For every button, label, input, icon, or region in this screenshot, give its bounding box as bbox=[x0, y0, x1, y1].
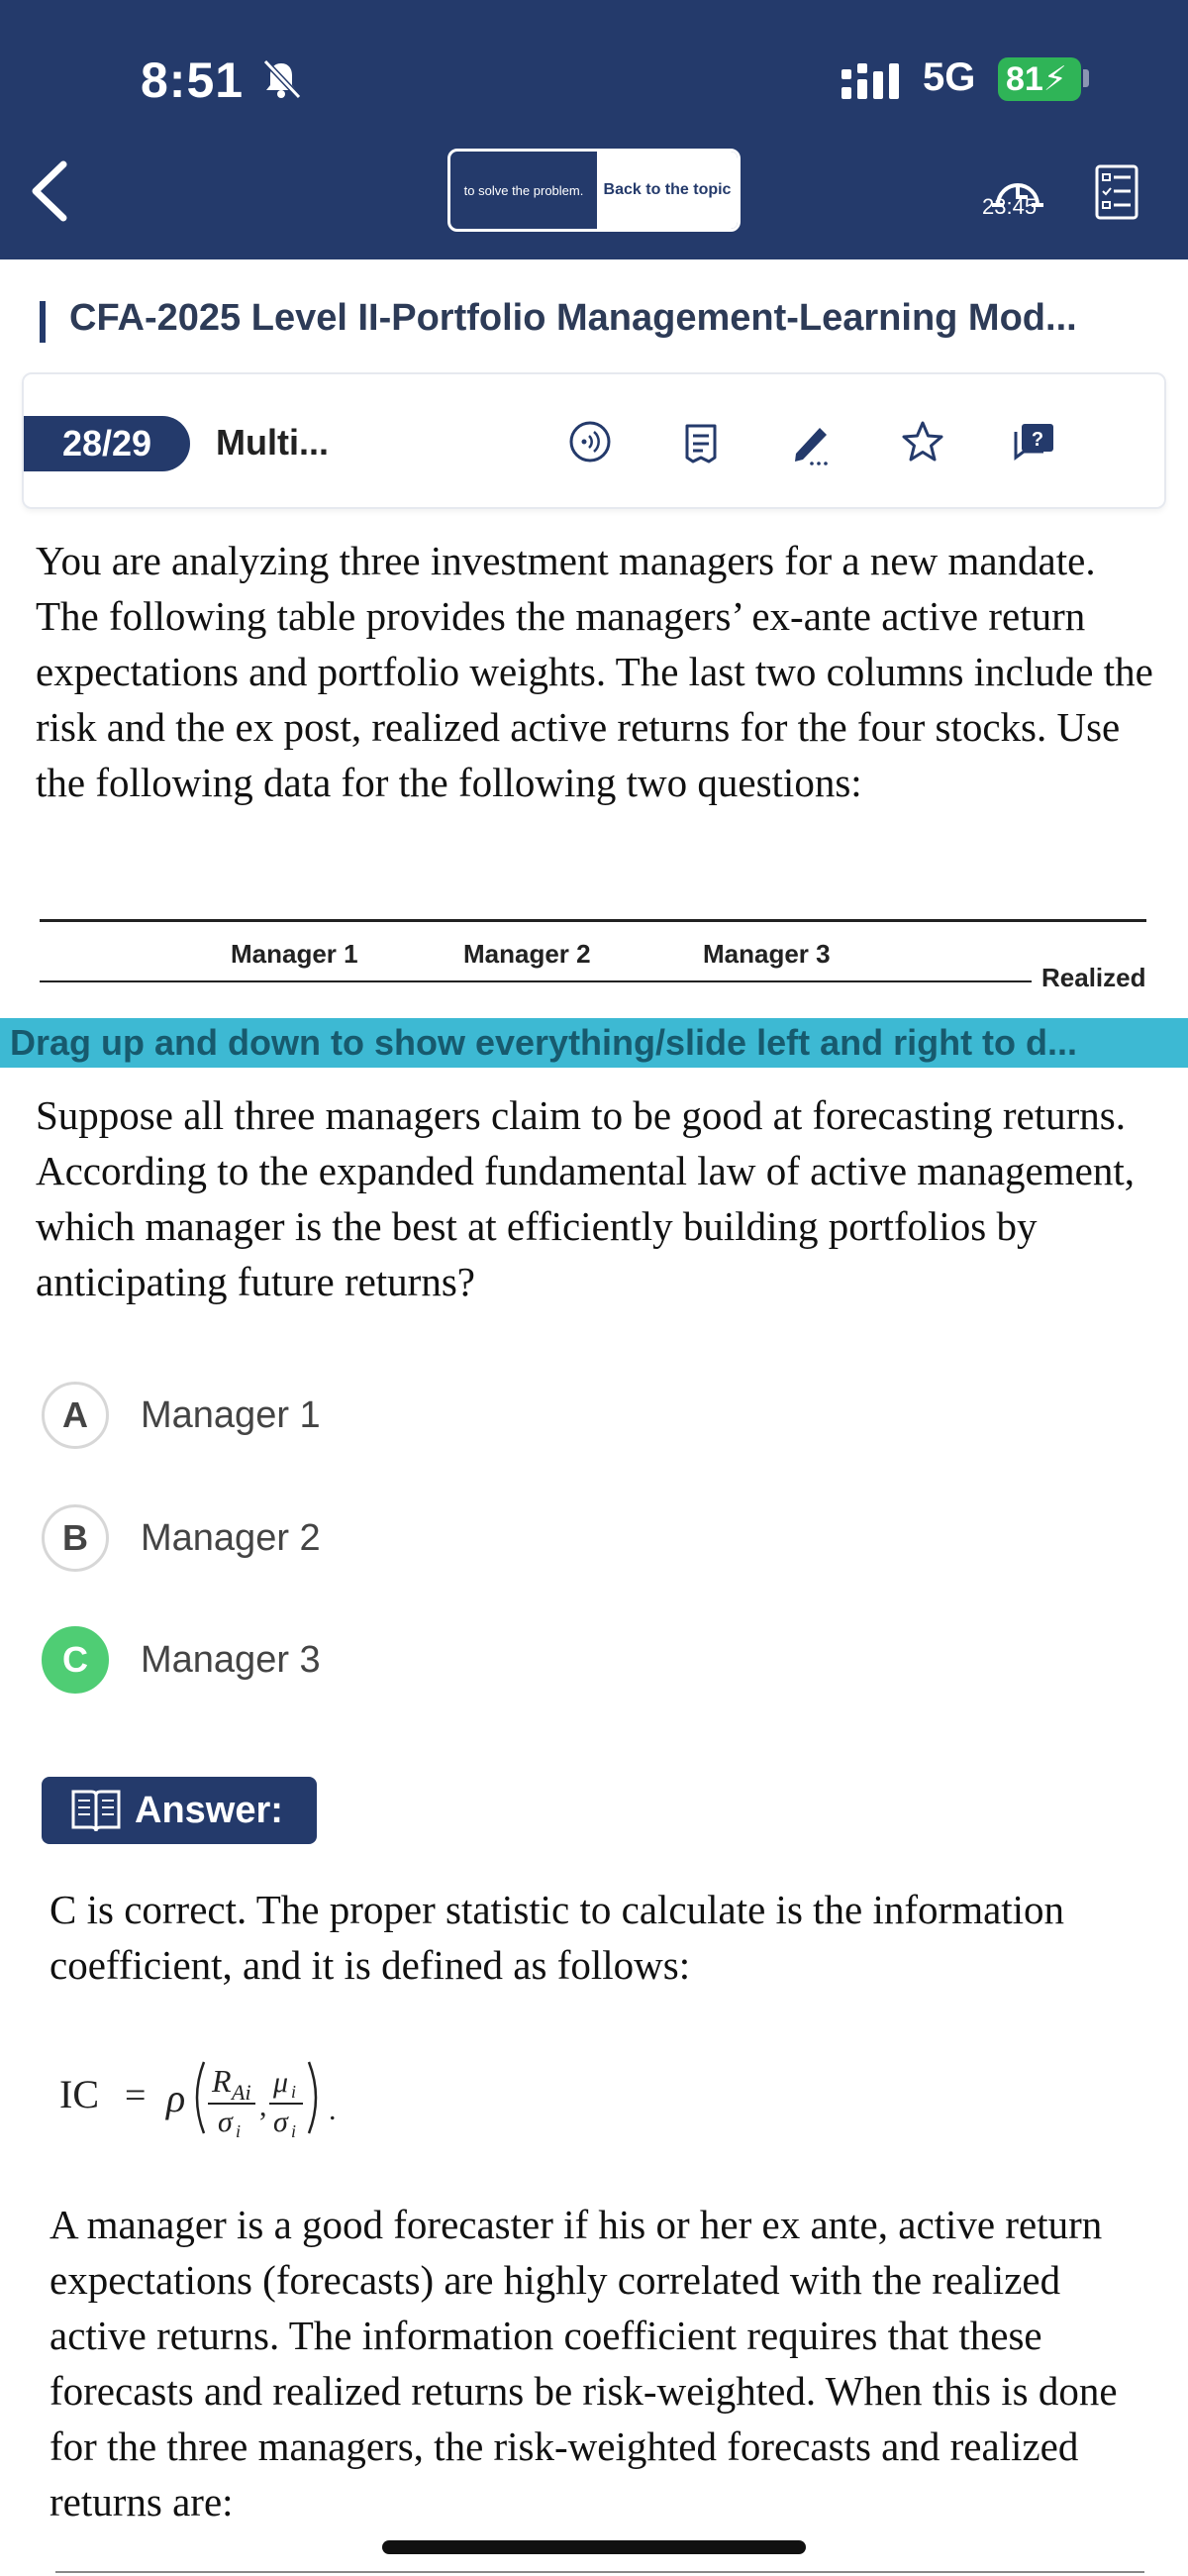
option-text: Manager 1 bbox=[141, 1393, 321, 1436]
svg-text:,: , bbox=[259, 2090, 267, 2122]
table-header-manager-2: Manager 2 bbox=[463, 939, 591, 969]
star-icon[interactable] bbox=[899, 418, 946, 465]
network-type: 5G bbox=[923, 55, 976, 99]
drag-hint-bar[interactable]: Drag up and down to show everything/slide left and right to d... bbox=[0, 1018, 1188, 1068]
title-accent-bar bbox=[40, 301, 46, 343]
svg-text:i: i bbox=[291, 2121, 297, 2141]
help-icon[interactable] bbox=[1010, 418, 1057, 465]
question-counter[interactable]: 28/29 bbox=[24, 416, 190, 471]
top-header bbox=[0, 0, 1188, 259]
signal-icon bbox=[842, 61, 907, 101]
option-letter-correct: C bbox=[42, 1626, 109, 1694]
question-prompt: Suppose all three managers claim to be good at forecasting returns. According to the expanded fundamental law of active management, which manager is the best at efficiently building portfolios by anticipating future returns? bbox=[36, 1092, 1135, 1304]
mute-bell-icon bbox=[259, 57, 303, 101]
timer-value: 23:45 bbox=[982, 194, 1038, 219]
answer-label: Answer: bbox=[135, 1789, 283, 1831]
svg-text:.: . bbox=[329, 2094, 337, 2126]
audio-icon[interactable] bbox=[566, 418, 614, 465]
option-letter: B bbox=[42, 1504, 109, 1572]
svg-text:R: R bbox=[212, 2063, 232, 2099]
option-b[interactable] bbox=[42, 1503, 636, 1573]
svg-text:=: = bbox=[125, 2075, 147, 2116]
table-top-rule bbox=[40, 919, 1146, 922]
table-top-rule-partial bbox=[55, 2571, 1144, 2573]
explanation-intro: C is correct. The proper statistic to calculate is the information coefficient, and it is defined as follows: bbox=[50, 1887, 1065, 1988]
segment-back-to-topic[interactable]: Back to the topic bbox=[597, 152, 738, 229]
svg-text:i: i bbox=[291, 2082, 297, 2102]
svg-text:?: ? bbox=[1031, 429, 1044, 451]
explanation-detail: A manager is a good forecaster if his or her ex ante, active return expectations (forecasts) are highly correlated with the realized active returns. The information coefficient requires that these forecasts and realized returns be risk-weighted. When this is done for the three managers, the risk-weighted forecasts and realized returns are: bbox=[50, 2202, 1118, 2524]
battery-level: 81⚡ bbox=[998, 57, 1081, 101]
formula-lhs: IC bbox=[59, 2072, 99, 2116]
answer-badge bbox=[42, 1777, 317, 1844]
option-text: Manager 3 bbox=[141, 1638, 321, 1681]
question-toolbar bbox=[22, 372, 1166, 509]
question-intro: You are analyzing three investment managers for a new mandate. The following table provides the managers’ ex-ante active return expectations and portfolio weights. The last two columns include the risk and the ex post, realized active returns for the four stocks. Use the following data for the following two questions: bbox=[36, 538, 1153, 805]
home-indicator[interactable] bbox=[382, 2540, 806, 2554]
option-c[interactable] bbox=[42, 1625, 636, 1695]
option-letter: A bbox=[42, 1382, 109, 1449]
battery-tip bbox=[1083, 69, 1089, 87]
table-header-rule bbox=[40, 980, 1032, 982]
back-chevron-icon[interactable] bbox=[26, 156, 75, 226]
svg-text:σ: σ bbox=[218, 2106, 233, 2138]
answer-sheet-icon[interactable] bbox=[1095, 164, 1138, 220]
status-time: 8:51 bbox=[141, 52, 245, 108]
svg-text:Ai: Ai bbox=[232, 2080, 251, 2105]
book-icon bbox=[69, 1786, 123, 1835]
pen-icon[interactable] bbox=[788, 418, 836, 465]
question-type-label: Multi... bbox=[216, 422, 329, 463]
svg-text:σ: σ bbox=[273, 2106, 288, 2138]
notes-icon[interactable] bbox=[677, 418, 725, 465]
option-text: Manager 2 bbox=[141, 1516, 321, 1559]
ic-formula bbox=[55, 2040, 412, 2149]
option-a[interactable] bbox=[42, 1381, 636, 1450]
mode-segmented-control[interactable] bbox=[447, 149, 741, 232]
table-header-manager-3: Manager 3 bbox=[703, 939, 831, 969]
table-header-realized: Realized bbox=[1041, 963, 1146, 992]
svg-text:ρ: ρ bbox=[166, 2076, 186, 2120]
page-title: CFA-2025 Level II-Portfolio Management-Learning Mod... bbox=[69, 297, 1077, 339]
charging-bolt-icon: ⚡ bbox=[1042, 60, 1067, 98]
table-header-manager-1: Manager 1 bbox=[231, 939, 358, 969]
svg-text:i: i bbox=[236, 2121, 242, 2141]
svg-text:μ: μ bbox=[273, 2066, 289, 2099]
segment-solve[interactable]: to solve the problem. bbox=[463, 182, 584, 198]
